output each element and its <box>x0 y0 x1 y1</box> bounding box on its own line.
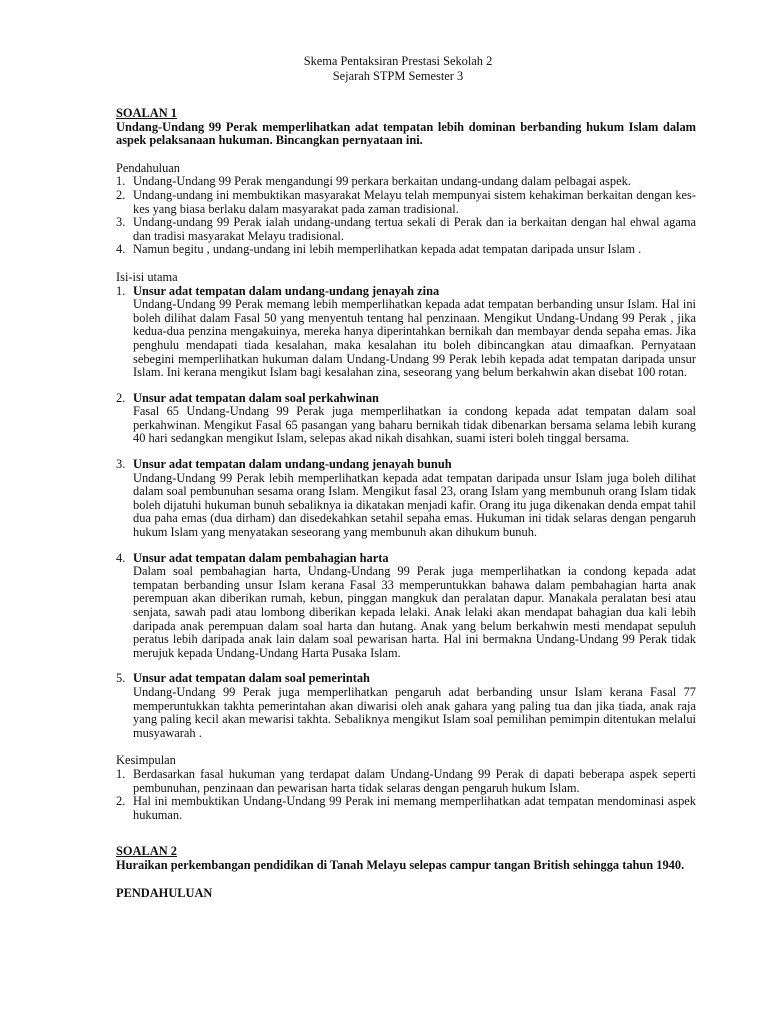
item-number: 5. <box>116 671 126 686</box>
point-body: Undang-Undang 99 Perak juga memperlihatkan pengaruh adat berbanding unsur Islam kerana Fasal 77 memperuntukkan takhta pemerintahan akan diwarisi oleh anak gahara yang paling tua dan jika tiada, anak raja yang paling kecil akan mewarisi takhta. Sebaliknya mengikut Islam soal pemilihan pemimpin ditentukan melalui musyawarah . <box>133 684 696 740</box>
soalan-1-question: Undang-Undang 99 Perak memperlihatkan adat tempatan lebih dominan berbanding hukum Islam dalam aspek pelaksanaan hukuman. Bincangkan pernyataan ini. <box>116 119 696 148</box>
list-item <box>116 552 696 661</box>
item-number: 3. <box>116 457 126 472</box>
kesimpulan-heading: Kesimpulan <box>116 753 176 768</box>
soalan-2-title: SOALAN 2 <box>116 844 177 859</box>
point-title: Unsur adat tempatan dalam undang-undang jenayah bunuh <box>133 457 452 472</box>
header-line-2: Sejarah STPM Semester 3 <box>332 69 464 83</box>
point-body: Dalam soal pembahagian harta, Undang-Undang 99 Perak juga memperlihatkan ia condong kepada adat tempatan berbanding unsur Islam kerana Fasal 33 memperuntukkan bahawa dalam pembahagian harta anak perempuan akan diberikan rumah, kebun, pinggan mangkuk dan peralatan dapur. Manakala peralatan besi atau senjata, sawah padi atau lombong diberikan kepada lelaki. Anak lelaki akan mendapat bahagian dua kali lebih daripada anak perempuan dalam soal harta dan hutang. Anak yang belum berkahwin mesti mendapat sepuluh peratus lebih daripada anak lain dalam soal pewarisan harta. Hal ini bermakna Undang-Undang 99 Perak tidak merujuk kepada Undang-Undang Harta Pusaka Islam. <box>133 564 696 660</box>
point-title: Unsur adat tempatan dalam undang-undang jenayah zina <box>133 283 440 298</box>
isi-utama-heading: Isi-isi utama <box>116 269 178 284</box>
point-title: Unsur adat tempatan dalam soal perkahwinan <box>133 390 379 405</box>
soalan-2-pendahuluan-heading: PENDAHULUAN <box>116 885 213 900</box>
list-item <box>116 768 696 795</box>
point-body: Undang-Undang 99 Perak memang lebih memperlihatkan kepada adat tempatan berbanding unsur Islam. Hal ini boleh dilihat dalam Fasal 50 yang menyentuh tentang hal penzinaan. Mengikut Undang-Undang 99 Perak , jika kedua-dua penzina mengakuinya, mereka hanya diperintahkan bernikah dan membayar denda sepaha emas. Jika penghulu mendapati tiada kesalahan, maka kesalahan itu boleh dibincangkan atau dimaafkan. Pernyataan sebegini memperlihatkan hukuman dalam Undang-Undang 99 Perak lebih kepada adat tempatan daripada unsur Islam. Ini kerana mengikut Islam bagi kesalahan zina, seseorang yang belum berkahwin akan disebat 100 rotan. <box>133 297 696 380</box>
list-item <box>116 672 696 740</box>
header-line-1: Skema Pentaksiran Prestasi Sekolah 2 <box>303 54 493 68</box>
item-number: 2. <box>116 390 126 405</box>
item-number: 1. <box>116 174 126 189</box>
list-item <box>116 285 696 380</box>
pendahuluan-heading: Pendahuluan <box>116 160 181 175</box>
item-text: Undang-Undang 99 Perak mengandungi 99 perkara berkaitan undang-undang dalam pelbagai aspek. <box>133 174 631 189</box>
list-item <box>116 795 696 822</box>
item-number: 2. <box>116 794 126 809</box>
soalan-2-question: Huraikan perkembangan pendidikan di Tanah Melayu selepas campur tangan British sehingga tahun 1940. <box>116 857 685 872</box>
list-item <box>116 392 696 446</box>
list-item <box>116 458 696 540</box>
point-body: Fasal 65 Undang-Undang 99 Perak juga memperlihatkan ia condong kepada adat tempatan dalam soal perkahwinan. Mengikut Fasal 65 pasangan yang baharu bernikah tidak dibenarkan bersama selama lebih kurang 40 hari sedangkan mengikut Islam, selepas akad nikah disahkan, suami isteri boleh tinggal bersama. <box>133 404 696 446</box>
point-title: Unsur adat tempatan dalam soal pemerintah <box>133 671 370 686</box>
item-number: 3. <box>116 215 126 230</box>
isi-utama-list <box>116 285 696 741</box>
point-title: Unsur adat tempatan dalam pembahagian harta <box>133 550 389 565</box>
item-text: Undang-undang ini membuktikan masyarakat Melayu telah mempunyai sistem kehakiman berkaitan dengan kes-kes yang biasa berlaku dalam masyarakat pada zaman tradisional. <box>133 187 696 216</box>
list-item <box>116 189 696 216</box>
spacer <box>116 380 696 392</box>
item-number: 1. <box>116 283 126 298</box>
list-item <box>116 175 696 189</box>
item-number: 1. <box>116 766 126 781</box>
item-text: Namun begitu , undang-undang ini lebih memperlihatkan kepada adat tempatan daripada unsur Islam . <box>133 242 642 257</box>
soalan-1-title: SOALAN 1 <box>116 106 177 120</box>
spacer <box>116 540 696 552</box>
list-item <box>116 216 696 243</box>
list-item <box>116 243 696 257</box>
item-text: Undang-undang 99 Perak ialah undang-undang tertua sekali di Perak dan ia berkaitan dengan hal ehwal agama dan tradisi masyarakat Melayu tradisional. <box>133 215 696 243</box>
item-number: 4. <box>116 242 126 257</box>
kesimpulan-list <box>116 768 696 822</box>
document-header <box>100 54 696 84</box>
point-body: Undang-Undang 99 Perak lebih memperlihatkan kepada adat tempatan daripada unsur Islam juga boleh dilihat dalam soal pembunuhan sesama orang Islam. Mengikut fasal 23, orang Islam yang membunuh orang Islam tidak boleh dijatuhi hukuman bunuh sebaliknya ia dikatakan menjadi kafir. Orang itu juga dikenakan denda empat tahil dua paha emas (dua dirham) dan disedekahkan setahil sepaha emas. Hukuman ini tidak selaras dengan pengaruh hukum Islam yang menyatakan seseorang yang membunuh akan dihukum bunuh. <box>133 470 696 540</box>
pendahuluan-list <box>116 175 696 257</box>
item-text: Berdasarkan fasal hukuman yang terdapat dalam Undang-Undang 99 Perak di dapati beberapa aspek seperti pembunuhan, penzinaan dan pewarisan harta tidak selaras dengan pengaruh hukum Islam. <box>133 766 696 795</box>
item-text: Hal ini membuktikan Undang-Undang 99 Perak ini memang memperlihatkan adat tempatan mendominasi aspek hukuman. <box>133 794 696 822</box>
item-number: 4. <box>116 550 126 565</box>
item-number: 2. <box>116 187 126 202</box>
